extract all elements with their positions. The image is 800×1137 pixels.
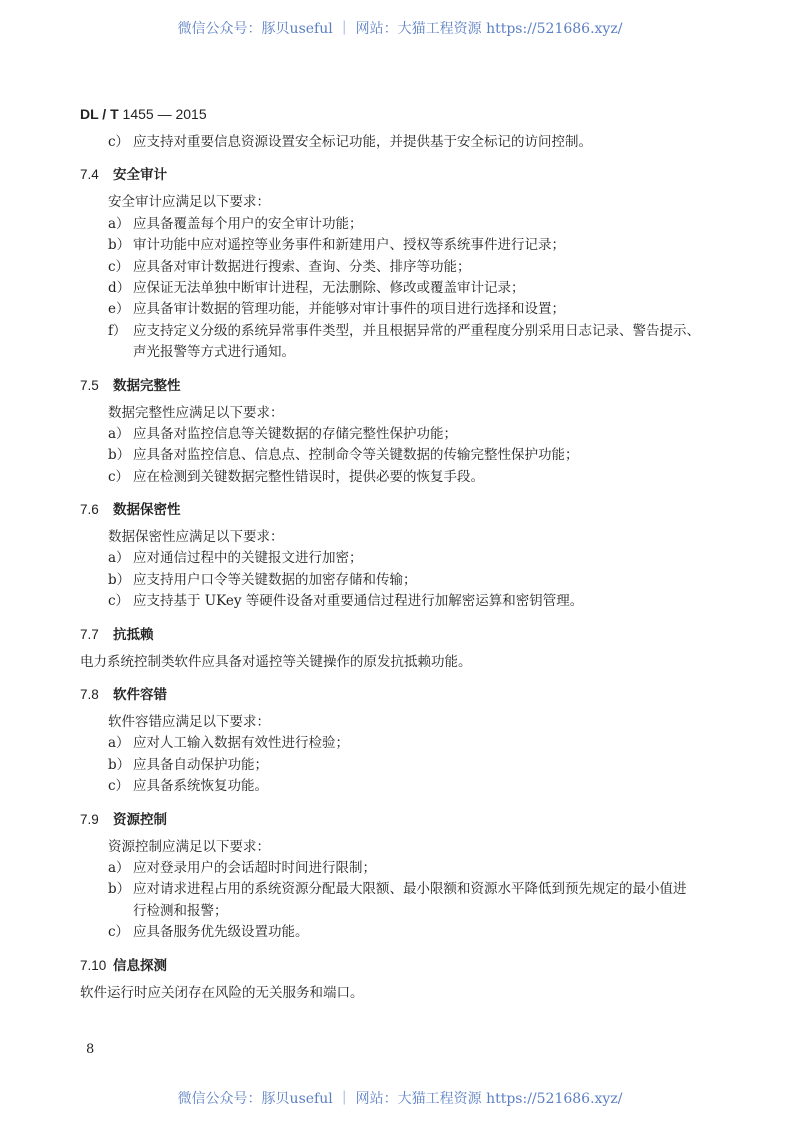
item-text: 应对请求进程占用的系统资源分配最大限额、最小限额和资源水平降低到预先规定的最小值进 (133, 881, 687, 898)
item-text: 应支持对重要信息资源设置安全标记功能，并提供基于安全标记的访问控制。 (133, 134, 592, 150)
list-item (80, 321, 720, 342)
item-continuation: 声光报警等方式进行通知。 (133, 344, 295, 361)
section-title: 软件容错 (113, 687, 167, 703)
item-text: 应具备对审计数据进行搜索、查询、分类、排序等功能； (133, 258, 471, 275)
section-7-9 (80, 810, 720, 944)
section-heading (80, 810, 720, 830)
section-title: 数据保密性 (113, 502, 181, 518)
watermark-top: 微信公众号：豚贝useful ｜ 网站：大猫工程资源 https://521686.xyz/ (177, 21, 623, 37)
item-text: 应具备系统恢复功能。 (133, 778, 268, 795)
list-item (80, 755, 720, 776)
section-heading (80, 165, 720, 185)
section-7-10 (80, 956, 720, 1004)
item-label: c） (108, 134, 130, 150)
section-7-6 (80, 500, 720, 613)
section-number: 7.5 (80, 377, 99, 393)
section-7-8 (80, 685, 720, 798)
item-label: b） (108, 881, 131, 898)
document-code (80, 106, 207, 122)
list-item (80, 299, 720, 320)
list-item (80, 235, 720, 256)
watermark-bottom: 微信公众号：豚贝useful ｜ 网站：大猫工程资源 https://521686.xyz/ (177, 1091, 623, 1107)
list-item (80, 548, 720, 569)
section-intro: 安全审计应满足以下要求： (108, 194, 270, 211)
item-label: a） (108, 425, 130, 442)
section-number: 7.10 (80, 957, 107, 973)
doc-code-number: 1455 — 2015 (122, 106, 207, 122)
item-label: a） (108, 550, 130, 567)
section-intro: 资源控制应满足以下要求： (108, 838, 270, 855)
section-7-7 (80, 625, 720, 673)
item-text: 应保证无法单独中断审计进程，无法删除、修改或覆盖审计记录； (133, 279, 525, 296)
section-heading (80, 956, 720, 976)
list-item (80, 424, 720, 445)
section-7-5 (80, 376, 720, 489)
list-item (80, 879, 720, 900)
item-text: 应支持定义分级的系统异常事件类型，并且根据异常的严重程度分别采用日志记录、警告提示、 (133, 322, 700, 339)
item-text: 应对登录用户的会话超时时间进行限制； (133, 859, 376, 876)
list-item (80, 445, 720, 466)
item-label: a） (108, 215, 130, 232)
item-label: b） (108, 756, 131, 773)
section-heading (80, 685, 720, 705)
item-text: 应具备对监控信息、信息点、控制命令等关键数据的传输完整性保护功能； (133, 447, 579, 464)
list-item (80, 591, 720, 612)
list-item (80, 776, 720, 797)
section-number: 7.4 (80, 167, 99, 183)
section-paragraph: 软件运行时应关闭存在风险的无关服务和端口。 (80, 984, 364, 1001)
item-text: 应对通信过程中的关键报文进行加密； (133, 550, 363, 567)
list-item (80, 214, 720, 235)
list-item (80, 733, 720, 754)
section-heading (80, 625, 720, 645)
list-item (80, 922, 720, 943)
section-number: 7.9 (80, 811, 99, 827)
list-item (80, 257, 720, 278)
item-label: e） (108, 301, 130, 318)
item-label: b） (108, 447, 131, 464)
lead-item (80, 132, 720, 153)
list-item (80, 858, 720, 879)
item-label: c） (108, 258, 130, 275)
item-label: c） (108, 468, 130, 485)
section-heading (80, 376, 720, 396)
item-text: 应具备自动保护功能； (133, 756, 268, 773)
item-text: 应具备审计数据的管理功能，并能够对审计事件的项目进行选择和设置； (133, 301, 565, 318)
item-label: c） (108, 593, 130, 610)
item-text: 应支持基于 UKey 等硬件设备对重要通信过程进行加解密运算和密钥管理。 (133, 593, 584, 610)
item-label: c） (108, 924, 130, 941)
item-text: 审计功能中应对遥控等业务事件和新建用户、授权等系统事件进行记录； (133, 237, 565, 254)
doc-code-prefix: DL / T (80, 106, 119, 122)
section-title: 数据完整性 (113, 377, 181, 393)
section-intro: 数据完整性应满足以下要求： (108, 404, 284, 421)
section-number: 7.6 (80, 502, 99, 518)
section-title: 信息探测 (113, 957, 167, 973)
page-number: 8 (86, 1042, 95, 1057)
item-text: 应具备对监控信息等关键数据的存储完整性保护功能； (133, 425, 457, 442)
section-paragraph: 电力系统控制类软件应具备对遥控等关键操作的原发抗抵赖功能。 (80, 653, 472, 670)
list-item (80, 467, 720, 488)
item-continuation: 行检测和报警； (133, 902, 228, 919)
item-text: 应具备服务优先级设置功能。 (133, 924, 309, 941)
item-text: 应支持用户口令等关键数据的加密存储和传输； (133, 571, 417, 588)
item-label: c） (108, 778, 130, 795)
item-label: b） (108, 237, 131, 254)
item-label: f） (108, 322, 127, 339)
section-intro: 软件容错应满足以下要求： (108, 714, 270, 731)
list-item (80, 278, 720, 299)
section-intro: 数据保密性应满足以下要求： (108, 529, 284, 546)
section-number: 7.7 (80, 626, 99, 642)
content (80, 132, 720, 1004)
item-text: 应在检测到关键数据完整性错误时，提供必要的恢复手段。 (133, 468, 484, 485)
item-label: d） (108, 279, 131, 296)
item-label: a） (108, 735, 130, 752)
list-item (80, 570, 720, 591)
item-text: 应对人工输入数据有效性进行检验； (133, 735, 349, 752)
item-label: a） (108, 859, 130, 876)
section-number: 7.8 (80, 687, 99, 703)
section-7-4 (80, 165, 720, 363)
section-title: 抗抵赖 (113, 626, 154, 642)
item-label: b） (108, 571, 131, 588)
section-title: 安全审计 (113, 167, 167, 183)
item-text: 应具备覆盖每个用户的安全审计功能； (133, 215, 363, 232)
section-title: 资源控制 (113, 811, 167, 827)
section-heading (80, 500, 720, 520)
